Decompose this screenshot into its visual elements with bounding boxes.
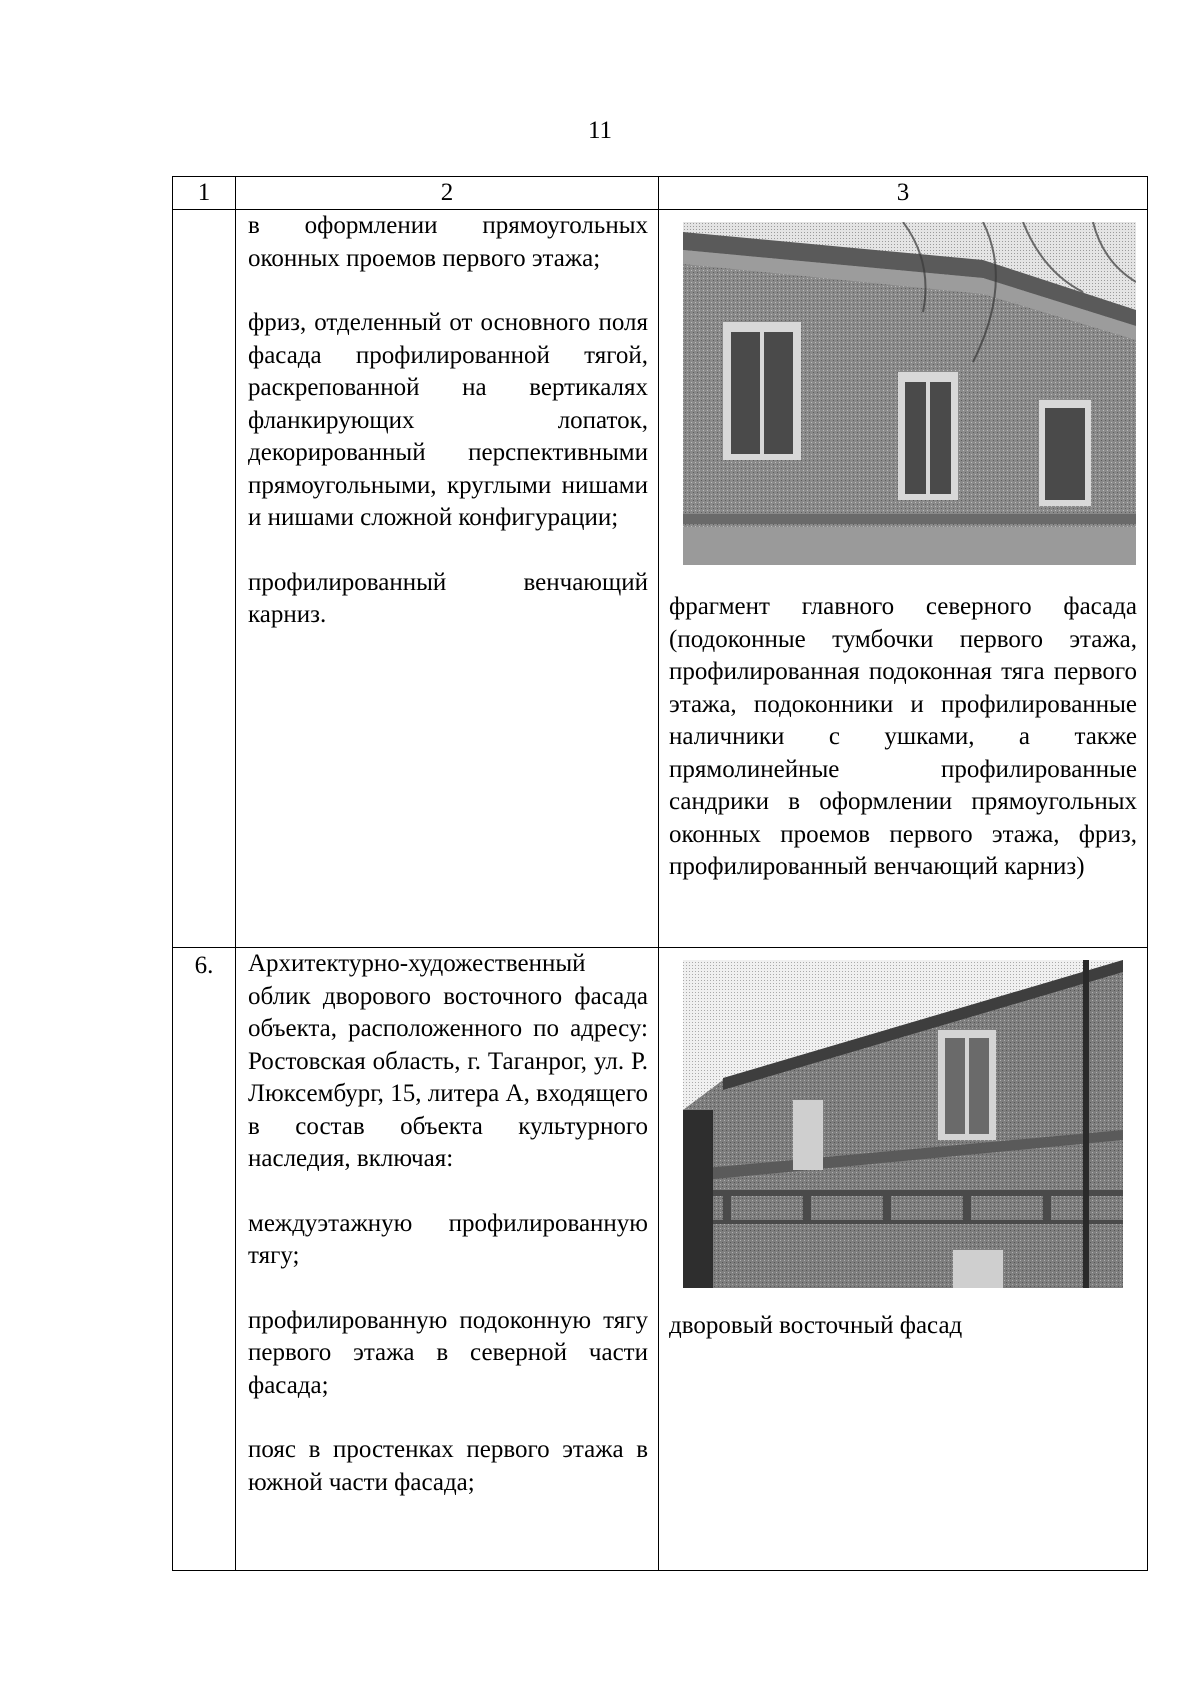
window-1 <box>723 322 801 460</box>
description-paragraph: профилированную подоконную тягу первого этажа в северной части фасада; <box>248 1306 648 1399</box>
description-paragraph: Архитектурно-художественный облик дворового восточного фасада объекта, расположенного по адресу: Ростовская область, г. Таганрог, ул. Р. Люксембург, 15, литера А, входящего в состав объекта культурного наследия, включая: <box>248 950 648 1172</box>
illustration-cell <box>659 948 1148 1571</box>
illustration-cell <box>659 210 1148 948</box>
description-paragraph: фриз, отделенный от основного поля фасада профилированной тягой, раскрепованной на вертикалях фланкирующих лопаток, декорированный перспективными прямоугольными, круглыми нишами и нишами сложной конфигурации; <box>248 309 648 531</box>
monument-elements-table <box>172 176 1148 1571</box>
east-facade-photo <box>683 960 1123 1288</box>
page-number: 11 <box>587 117 613 144</box>
header-col-2: 2 <box>236 177 659 210</box>
header-col-1: 1 <box>173 177 236 210</box>
table-row <box>173 948 1148 1571</box>
header-col-3: 3 <box>659 177 1148 210</box>
description-paragraph: в оформлении прямоугольных оконных проемов первого этажа; <box>248 212 648 272</box>
table-header-row <box>173 177 1148 210</box>
upper-window <box>938 1030 996 1140</box>
north-facade-photo <box>683 222 1136 565</box>
description-cell <box>236 948 659 1571</box>
row-number: 6. <box>173 948 236 1571</box>
description-cell <box>236 210 659 948</box>
photo-caption: фрагмент главного северного фасада (подоконные тумбочки первого этажа, профилированная подоконная тяга первого этажа, подоконники и профилированные наличники с ушками, а также прямолинейные профилированные сандрики в оформлении прямоугольных оконных проемов первого этажа, фриз, профилированный венчающий карниз) <box>669 593 1137 880</box>
description-paragraph: междуэтажную профилированную тягу; <box>248 1209 648 1269</box>
photo-caption: дворовый восточный фасад <box>669 1312 963 1339</box>
table-row <box>173 210 1148 948</box>
description-paragraph: пояс в простенках первого этажа в южной части фасада; <box>248 1436 648 1496</box>
description-paragraph: профилированный венчающий карниз. <box>248 568 648 628</box>
window-2 <box>898 372 958 500</box>
row-number <box>173 210 236 948</box>
window-3 <box>1039 400 1091 506</box>
